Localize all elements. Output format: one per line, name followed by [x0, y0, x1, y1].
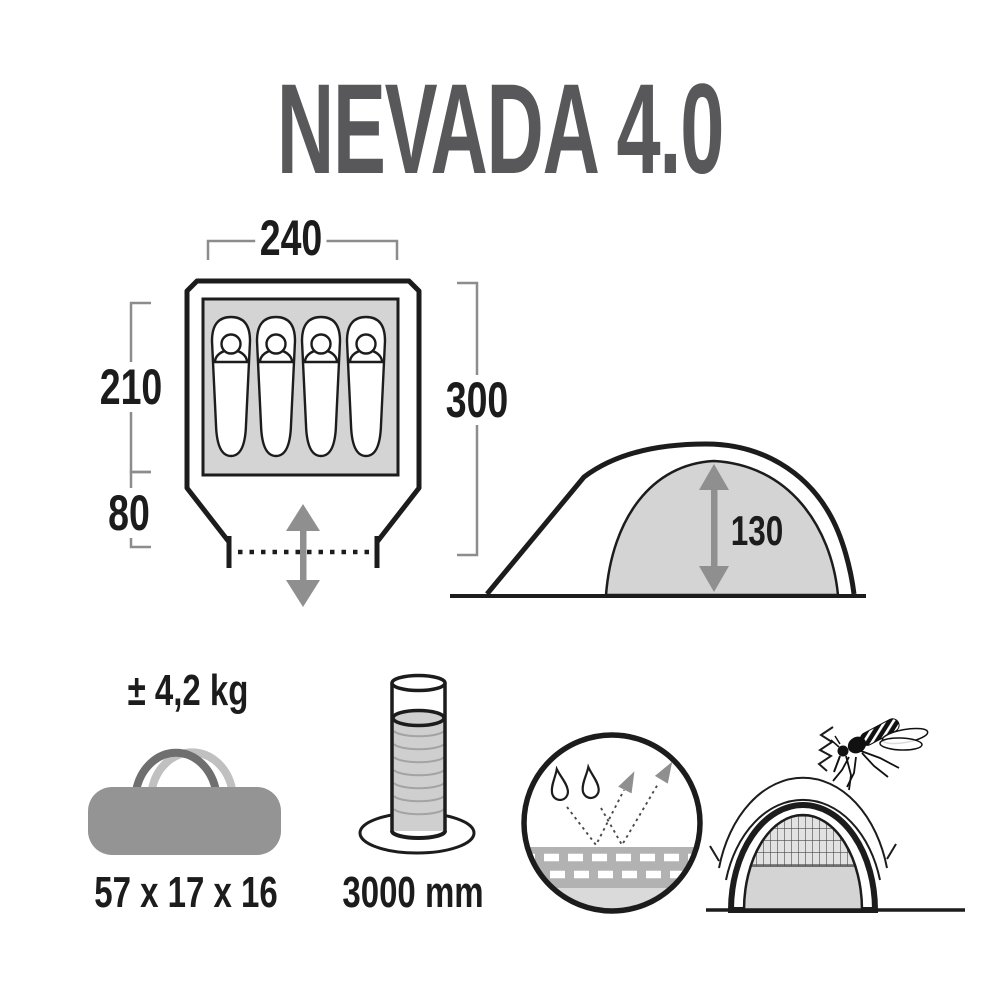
total-length-label: 300 — [441, 375, 513, 425]
vestibule-depth-label: 80 — [104, 488, 155, 538]
peak-height-label: 130 — [730, 507, 784, 554]
product-title: NEVADA 4.0 — [276, 58, 724, 201]
packed-size-label: 57 x 17 x 16 — [94, 868, 278, 917]
inner-length-label: 210 — [95, 362, 167, 412]
mosquito-net-icon — [706, 716, 965, 911]
floor-width-label: 240 — [255, 213, 327, 263]
tent-entrance — [229, 504, 377, 607]
entrance-arrow-icon — [286, 504, 320, 607]
water-column-label: 3000 mm — [342, 868, 484, 917]
water-repellent-fabric-icon — [520, 735, 704, 916]
bag-body — [88, 787, 281, 855]
water-surface — [393, 711, 444, 726]
tent-side-view-icon — [450, 444, 866, 596]
water-column-icon — [360, 676, 474, 854]
mosquito-icon — [819, 716, 929, 790]
tent-floor-plan-icon — [131, 241, 477, 607]
carry-bag-icon — [88, 752, 281, 855]
mosquito-legs — [833, 751, 899, 790]
mosquito-proboscis — [834, 756, 840, 772]
cylinder-top — [392, 676, 445, 691]
weight-label: ± 4,2 kg — [127, 666, 249, 715]
